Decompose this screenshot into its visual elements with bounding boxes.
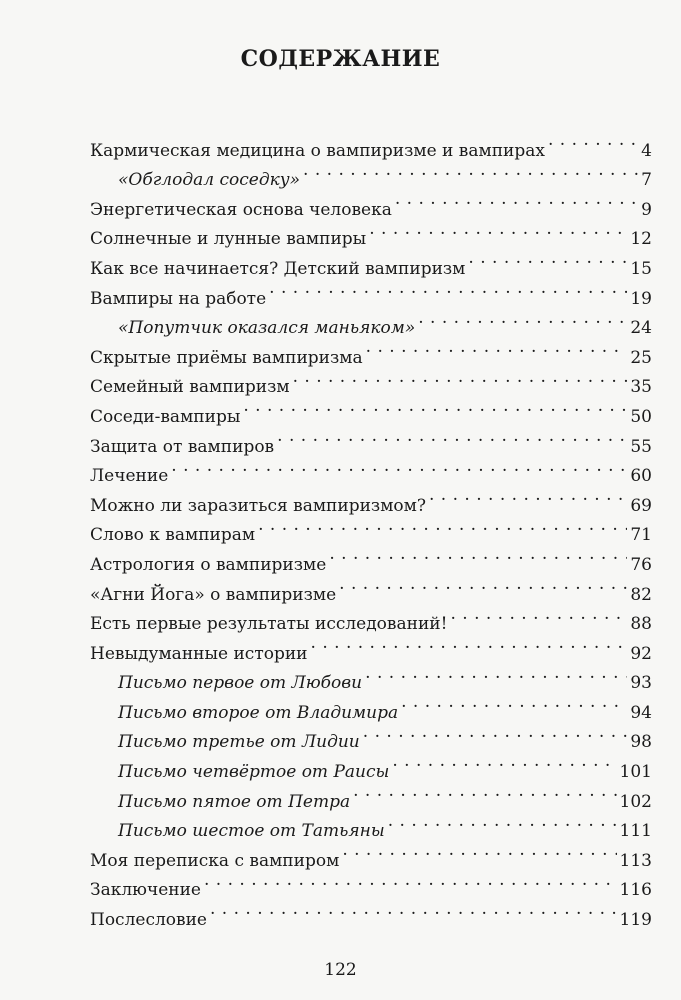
toc-entry-title: Можно ли заразиться вампиризмом? bbox=[90, 495, 426, 516]
toc-leader-dots bbox=[210, 895, 617, 925]
toc-entry-title: Письмо шестое от Татьяны bbox=[118, 821, 385, 842]
toc-entry-title: Как все начинается? Детский вампиризм bbox=[90, 258, 466, 279]
toc-entry-title: Защита от вампиров bbox=[90, 436, 275, 457]
toc-entry-page: 113 bbox=[619, 850, 652, 871]
toc-entry-title: Письмо третье от Лидии bbox=[118, 732, 360, 753]
toc-entry-page: 50 bbox=[630, 406, 652, 427]
toc-entry-title: Письмо первое от Любови bbox=[118, 673, 363, 694]
toc-entry-title: «Агни Йога» о вампиризме bbox=[90, 584, 337, 605]
toc-entry-page: 101 bbox=[619, 762, 652, 783]
toc-entry-page: 7 bbox=[641, 170, 652, 191]
toc-leader-dots bbox=[366, 333, 628, 363]
toc-entry-page: 88 bbox=[630, 614, 652, 635]
toc-entry-title: Кармическая медицина о вампиризме и вампирах bbox=[90, 140, 545, 161]
toc-leader-dots bbox=[388, 807, 617, 837]
toc-entry-page: 15 bbox=[630, 258, 652, 279]
toc-leader-dots bbox=[353, 777, 616, 807]
toc-entry-title: «Обглодал соседку» bbox=[118, 170, 301, 191]
table-of-contents bbox=[90, 126, 652, 931]
toc-entry-title: Соседи-вампиры bbox=[90, 406, 241, 427]
toc-entry-title: Письмо пятое от Петра bbox=[118, 791, 351, 812]
toc-leader-dots bbox=[429, 481, 627, 511]
toc-entry-page: 19 bbox=[630, 288, 652, 309]
toc-leader-dots bbox=[329, 540, 627, 570]
toc-entry-page: 92 bbox=[630, 643, 652, 664]
toc-entry-title: Семейный вампиризм bbox=[90, 377, 290, 398]
toc-entry-title: Слово к вампирам bbox=[90, 525, 256, 546]
toc-entry-title: Моя переписка с вампиром bbox=[90, 850, 340, 871]
toc-entry-title: Вампиры на работе bbox=[90, 288, 267, 309]
toc-leader-dots bbox=[450, 600, 627, 630]
toc-leader-dots bbox=[258, 511, 627, 541]
toc-entry-page: 102 bbox=[619, 791, 652, 812]
toc-entry-page: 93 bbox=[630, 673, 652, 694]
toc-entry-page: 9 bbox=[641, 199, 652, 220]
toc-entry-page: 116 bbox=[619, 880, 652, 901]
toc-entry-page: 71 bbox=[630, 525, 652, 546]
toc-entry-title: Солнечные и лунные вампиры bbox=[90, 229, 367, 250]
toc-entry-page: 98 bbox=[630, 732, 652, 753]
toc-entry-page: 25 bbox=[630, 347, 652, 368]
toc-entry-title: Письмо второе от Владимира bbox=[118, 702, 399, 723]
toc-entry-title: Письмо четвёртое от Раисы bbox=[118, 762, 390, 783]
toc-entry-title: «Попутчик оказался маньяком» bbox=[118, 318, 416, 339]
toc-entry-title: Лечение bbox=[90, 466, 169, 487]
toc-entry-title: Энергетическая основа человека bbox=[90, 199, 392, 220]
toc-entry-page: 24 bbox=[630, 318, 652, 339]
toc-leader-dots bbox=[548, 126, 638, 156]
toc-leader-dots bbox=[269, 274, 627, 304]
toc-leader-dots bbox=[277, 422, 627, 452]
toc-entry-page: 60 bbox=[630, 466, 652, 487]
toc-leader-dots bbox=[392, 747, 616, 777]
toc-leader-dots bbox=[303, 156, 638, 186]
toc-leader-dots bbox=[369, 215, 627, 245]
toc-entry-title: Астрология о вампиризме bbox=[90, 554, 327, 575]
toc-entry-page: 119 bbox=[619, 910, 652, 931]
toc-leader-dots bbox=[339, 570, 627, 600]
toc-entry bbox=[90, 126, 652, 161]
toc-leader-dots bbox=[243, 392, 627, 422]
toc-entry-page: 94 bbox=[630, 702, 652, 723]
toc-entry-title: Невыдуманные истории bbox=[90, 643, 308, 664]
toc-leader-dots bbox=[204, 866, 617, 896]
toc-entry bbox=[90, 481, 652, 516]
toc-entry-page: 69 bbox=[630, 495, 652, 516]
page-number: 122 bbox=[324, 960, 357, 980]
toc-leader-dots bbox=[468, 244, 627, 274]
toc-leader-dots bbox=[401, 688, 627, 718]
toc-entry bbox=[90, 452, 652, 487]
toc-leader-dots bbox=[363, 718, 628, 748]
toc-leader-dots bbox=[365, 659, 627, 689]
toc-entry-page: 55 bbox=[630, 436, 652, 457]
toc-entry-page: 76 bbox=[630, 554, 652, 575]
page-title: СОДЕРЖАНИЕ bbox=[240, 46, 441, 72]
toc-entry-title: Послесловие bbox=[90, 910, 207, 931]
toc-leader-dots bbox=[342, 836, 616, 866]
toc-entry-title: Заключение bbox=[90, 880, 201, 901]
toc-entry-title: Скрытые приёмы вампиризма bbox=[90, 347, 363, 368]
toc-entry-page: 4 bbox=[641, 140, 652, 161]
toc-entry-page: 111 bbox=[619, 821, 652, 842]
toc-leader-dots bbox=[293, 363, 628, 393]
toc-leader-dots bbox=[171, 452, 627, 482]
toc-leader-dots bbox=[395, 185, 638, 215]
toc-entry-page: 12 bbox=[630, 229, 652, 250]
toc-leader-dots bbox=[418, 304, 627, 334]
toc-entry-title: Есть первые результаты исследований! bbox=[90, 614, 448, 635]
toc-entry-page: 35 bbox=[630, 377, 652, 398]
toc-entry-page: 82 bbox=[630, 584, 652, 605]
toc-leader-dots bbox=[311, 629, 628, 659]
